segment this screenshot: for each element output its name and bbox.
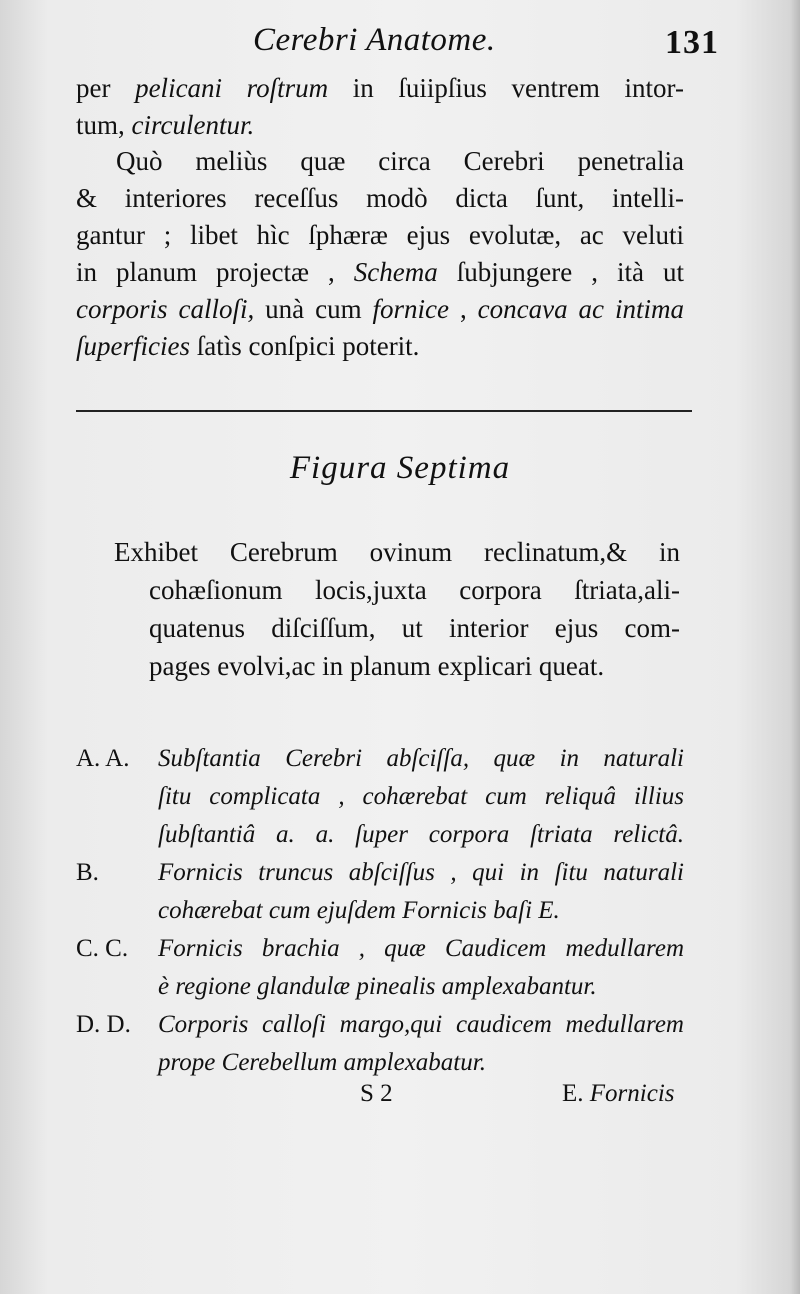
legend-item — [76, 1006, 684, 1082]
text-line: ſuperficies ſatìs conſpici poterit. — [76, 331, 420, 361]
legend-text: Subſtantia Cerebri abſciſſa, quæ in naturali ſitu complicata , cohærebat cum reliquâ illius ſubſtantiâ a. a. ſuper corpora ſtriata relictâ. — [158, 745, 684, 848]
legend-key: D. D. — [76, 1011, 131, 1038]
legend-item — [76, 740, 684, 854]
legend-item — [76, 930, 684, 1006]
text-line: tum, circulentur. — [76, 110, 255, 140]
paragraph-continuation — [76, 70, 684, 144]
figure-description — [114, 533, 680, 685]
text-line: pages evolvi,ac in planum explicari queat. — [149, 651, 605, 681]
text-line: corporis calloſi, unà cum fornice , concava ac intima — [76, 294, 684, 324]
figure-legend — [76, 740, 684, 1082]
text-line: Quò meliùs quæ circa Cerebri penetralia — [116, 146, 684, 176]
text-line: quatenus diſciſſum, ut interior ejus com- — [149, 613, 680, 643]
legend-key: B. — [76, 859, 99, 886]
text-line: in planum projectæ , Schema ſubjungere , ità ut — [76, 257, 684, 287]
text-line: gantur ; libet hìc ſphæræ ejus evolutæ, ac veluti — [76, 220, 684, 250]
legend-text: Corporis calloſi margo,qui caudicem medullarem prope Cerebellum amplexabatur. — [158, 1011, 684, 1076]
legend-key: C. C. — [76, 935, 129, 962]
legend-text: Fornicis truncus abſciſſus , qui in ſitu naturali cohærebat cum ejuſdem Fornicis baſi E. — [158, 859, 684, 924]
signature-mark: S 2 — [360, 1080, 393, 1107]
paragraph-schema-intro — [76, 143, 684, 365]
text-line: Exhibet Cerebrum ovinum reclinatum,& in — [114, 537, 680, 567]
page-number: 131 — [665, 24, 719, 61]
legend-text: Fornicis brachia , quæ Caudicem medullarem è regione glandulæ pinealis amplexabantur. — [158, 935, 684, 1000]
text-line: cohæſionum locis,juxta corpora ſtriata,ali- — [149, 575, 680, 605]
catchword: E. Fornicis — [562, 1080, 675, 1107]
page-edge-shadow — [790, 0, 800, 1294]
page-header — [0, 22, 800, 62]
legend-key: A. A. — [76, 745, 130, 772]
section-divider — [76, 410, 692, 412]
text-line: & interiores receſſus modò dicta ſunt, intelli- — [76, 183, 684, 213]
figure-title: Figura Septima — [289, 450, 511, 486]
text-line: per pelicani roſtrum in ſuiipſius ventrem intor- — [76, 73, 684, 103]
legend-item — [76, 854, 684, 930]
running-title: Cerebri Anatome. — [253, 22, 496, 58]
